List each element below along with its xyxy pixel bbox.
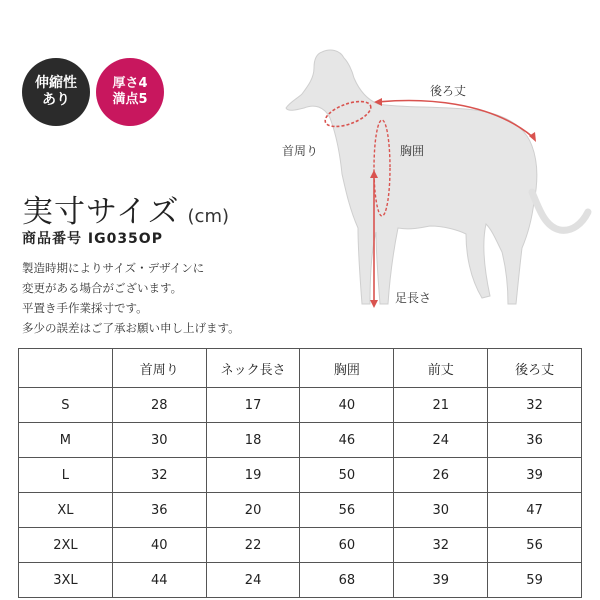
table-cell: 20	[206, 493, 300, 528]
leg-length-label: 足長さ	[395, 291, 432, 305]
table-cell: 24	[394, 423, 488, 458]
table-cell: 36	[488, 423, 582, 458]
table-cell: XL	[19, 493, 113, 528]
table-header-cell	[19, 349, 113, 388]
product-number: 商品番号 IG035OP	[22, 231, 163, 247]
notes	[22, 258, 240, 338]
table-cell: 18	[206, 423, 300, 458]
table-cell: 60	[300, 528, 394, 563]
table-cell: 40	[112, 528, 206, 563]
table-cell: 40	[300, 388, 394, 423]
table-cell: 30	[394, 493, 488, 528]
table-header-cell: ネック長さ	[206, 349, 300, 388]
table-cell: 2XL	[19, 528, 113, 563]
table-cell: 46	[300, 423, 394, 458]
table-cell: 32	[488, 388, 582, 423]
table-cell: M	[19, 423, 113, 458]
note-line: 多少の誤差はご了承お願い申し上げます。	[22, 321, 240, 335]
table-cell: 3XL	[19, 563, 113, 598]
table-cell: 56	[488, 528, 582, 563]
table-header-cell: 後ろ丈	[488, 349, 582, 388]
stretch-badge-line1: 伸縮性	[35, 74, 77, 91]
back-length-label: 後ろ丈	[430, 84, 467, 98]
table-cell: 24	[206, 563, 300, 598]
page-title: 実寸サイズ	[22, 194, 180, 230]
table-row	[19, 423, 582, 458]
table-cell: 39	[488, 458, 582, 493]
table-cell: 36	[112, 493, 206, 528]
thickness-badge-line2: 満点5	[112, 92, 148, 107]
table-cell: 30	[112, 423, 206, 458]
dog-body	[286, 50, 537, 304]
table-cell: L	[19, 458, 113, 493]
leg-length-arrowhead-bottom	[370, 300, 378, 308]
note-line: 製造時期によりサイズ・デザインに	[22, 261, 205, 275]
table-row	[19, 563, 582, 598]
title-block	[22, 186, 229, 231]
table-cell: 44	[112, 563, 206, 598]
stretch-badge	[22, 58, 90, 126]
stretch-badge-line2: あり	[42, 92, 70, 108]
table-header-cell: 首周り	[112, 349, 206, 388]
table-row	[19, 493, 582, 528]
table-cell: 50	[300, 458, 394, 493]
table-cell: 68	[300, 563, 394, 598]
table-cell: S	[19, 388, 113, 423]
unit-label: (cm)	[187, 206, 230, 227]
neck-label: 首周り	[282, 144, 319, 158]
thickness-badge-line1: 厚さ4	[112, 75, 148, 91]
table-cell: 39	[394, 563, 488, 598]
thickness-badge	[96, 58, 164, 126]
table-header-cell: 前丈	[394, 349, 488, 388]
table-cell: 32	[112, 458, 206, 493]
note-line: 平置き手作業採寸です。	[22, 301, 148, 315]
dog-tail	[532, 192, 588, 230]
table-row	[19, 458, 582, 493]
table-cell: 19	[206, 458, 300, 493]
size-table	[18, 348, 582, 598]
chest-label: 胸囲	[400, 144, 425, 158]
note-line: 変更がある場合がございます。	[22, 281, 183, 295]
dog-measurement-diagram	[270, 42, 600, 342]
table-cell: 59	[488, 563, 582, 598]
table-cell: 22	[206, 528, 300, 563]
table-cell: 28	[112, 388, 206, 423]
table-row	[19, 388, 582, 423]
table-row	[19, 528, 582, 563]
table-cell: 32	[394, 528, 488, 563]
table-header-cell: 胸囲	[300, 349, 394, 388]
table-cell: 21	[394, 388, 488, 423]
table-cell: 17	[206, 388, 300, 423]
table-cell: 26	[394, 458, 488, 493]
table-header-row	[19, 349, 582, 388]
table-cell: 56	[300, 493, 394, 528]
table-cell: 47	[488, 493, 582, 528]
